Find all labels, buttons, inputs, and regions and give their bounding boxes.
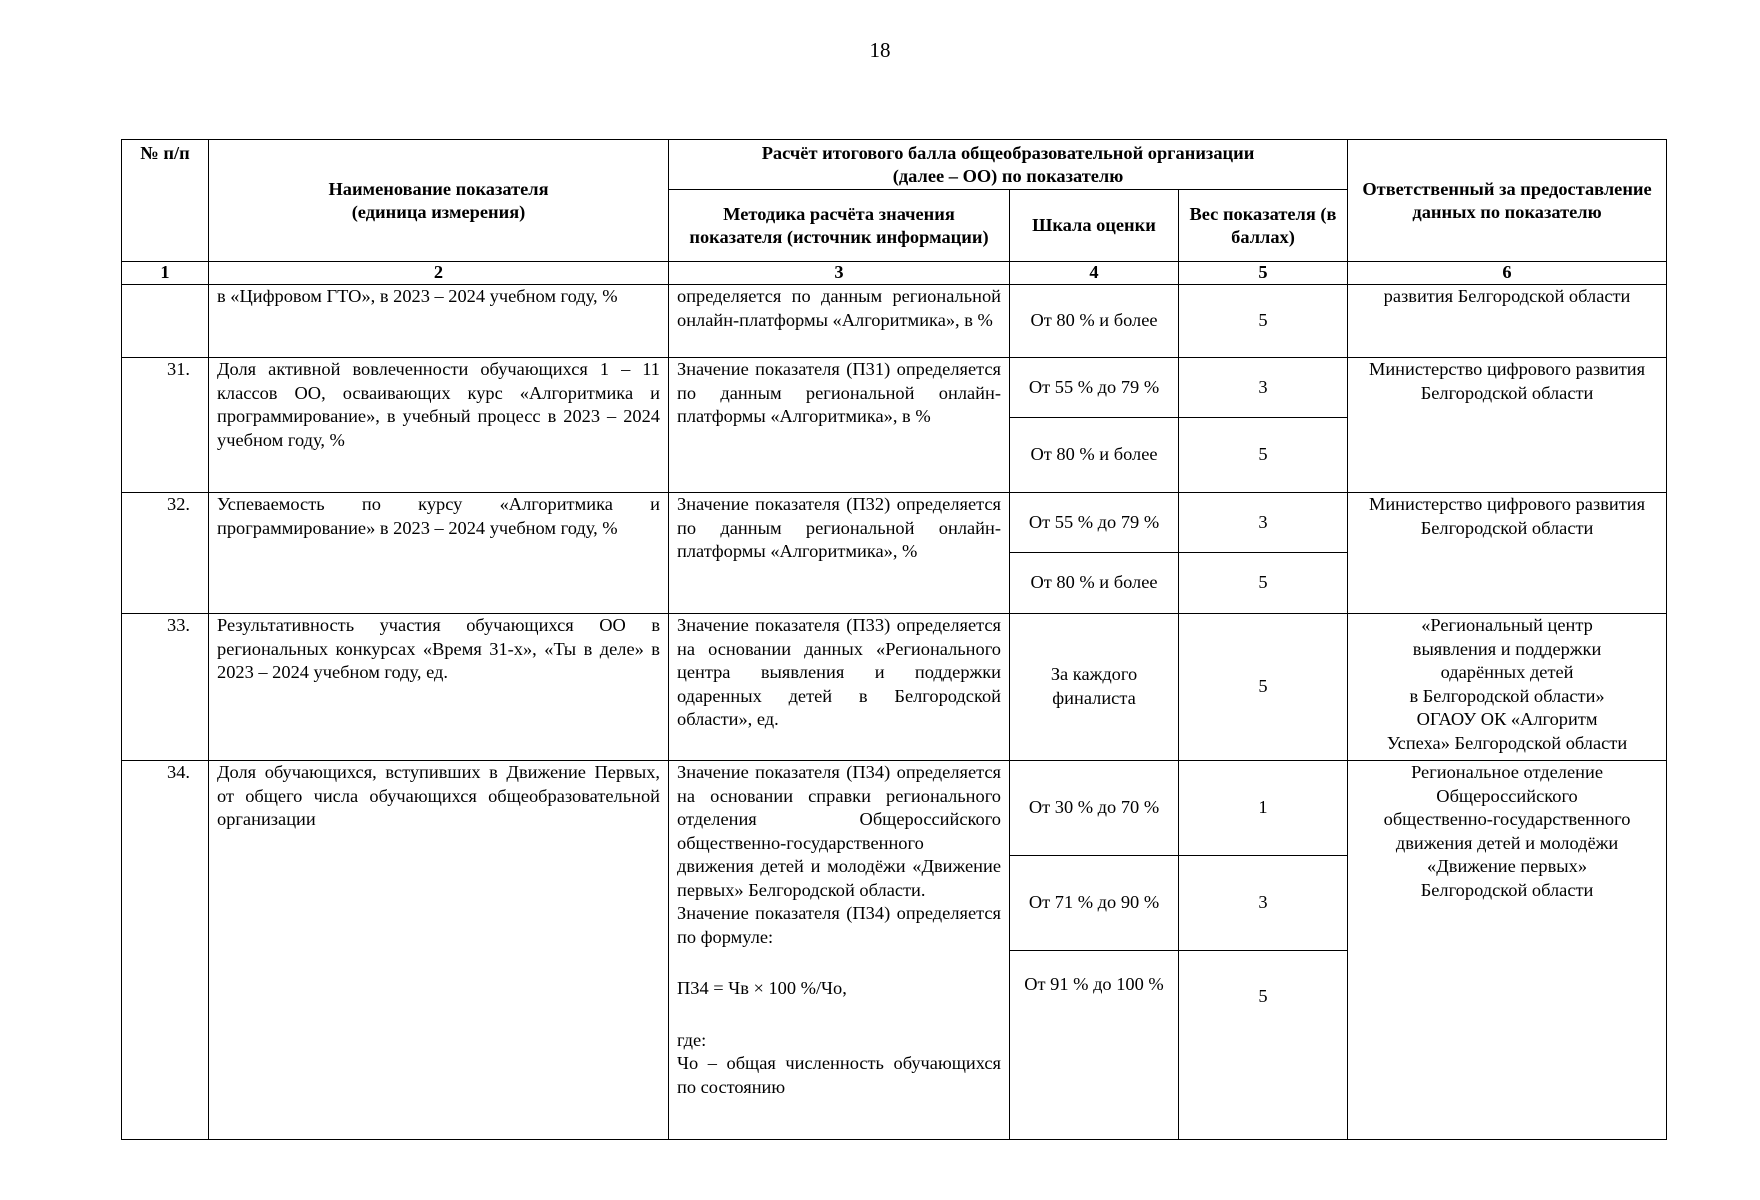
header-weight: Вес показателя (в баллах) (1179, 190, 1348, 262)
col-number: 5 (1179, 262, 1348, 285)
responsible-line: «Региональный центр (1421, 615, 1593, 635)
header-name (209, 140, 669, 262)
header-name-line1: Наименование показателя (328, 178, 549, 199)
header-num: № п/п (122, 140, 209, 262)
responsible-line: в Белгородской области» (1409, 685, 1605, 706)
calc-method: Значение показателя (П32) определяется по данным региональной онлайн-платформы «Алгоритмика», % (669, 493, 1010, 614)
scale-value: От 71 % до 90 % (1010, 856, 1179, 951)
col-number: 3 (669, 262, 1010, 285)
responsible-line: «Движение первых» (1427, 856, 1588, 877)
formula: П34 = Чв × 100 %/Чо, (677, 978, 847, 999)
responsible-line: Успеха» Белгородской области (1386, 732, 1628, 753)
weight-value: 5 (1179, 553, 1348, 614)
header-name-line2: (единица измерения) (351, 201, 526, 222)
responsible-line: Региональное отделение (1411, 762, 1603, 782)
table-row (122, 285, 1667, 358)
scale-value: От 55 % до 79 % (1010, 493, 1179, 553)
table-row (122, 614, 1667, 761)
responsible-line: Белгородской области (1420, 879, 1594, 900)
row-number: 34. (122, 761, 209, 1140)
table-row (122, 761, 1667, 856)
row-number: 33. (122, 614, 209, 761)
weight-value: 5 (1179, 418, 1348, 493)
row-number: 31. (122, 358, 209, 493)
method-definition: Чо – общая численность обучающихся по состоянию (677, 1053, 1001, 1098)
responsible: Министерство цифрового развития Белгородской области (1348, 358, 1667, 493)
method-where: где: (677, 1029, 707, 1050)
col-number: 2 (209, 262, 669, 285)
scale-value: От 80 % и более (1010, 553, 1179, 614)
header-calc-line1: Расчёт итогового балла общеобразовательной организации (761, 142, 1255, 163)
scale-value: От 30 % до 70 % (1010, 761, 1179, 856)
header-calc-group (669, 140, 1348, 190)
weight-value: 3 (1179, 358, 1348, 418)
responsible (1348, 614, 1667, 761)
row-number: 32. (122, 493, 209, 614)
method-part: Значение показателя (П34) определяется по формуле: (677, 903, 1001, 947)
responsible-line: ОГАОУ ОК «Алгоритм (1416, 709, 1598, 730)
calc-method (669, 761, 1010, 1140)
table-row (122, 493, 1667, 553)
scale-value: За каждого финалиста (1010, 614, 1179, 761)
weight-value: 5 (1179, 285, 1348, 358)
responsible (1348, 761, 1667, 1140)
scale-value: От 80 % и более (1010, 285, 1179, 358)
page-number: 18 (869, 38, 891, 62)
header-responsible: Ответственный за предоставление данных по показателю (1348, 140, 1667, 262)
indicator-name: Успеваемость по курсу «Алгоритмика и программирование» в 2023 – 2024 учебном году, % (209, 493, 669, 614)
indicator-name: в «Цифровом ГТО», в 2023 – 2024 учебном году, % (209, 285, 669, 358)
responsible: Министерство цифрового развития Белгородской области (1348, 493, 1667, 614)
indicator-name: Результативность участия обучающихся ОО в региональных конкурсах «Время 31-х», «Ты в деле» в 2023 – 2024 учебном году, ед. (209, 614, 669, 761)
scale-value: От 55 % до 79 % (1010, 358, 1179, 418)
weight-value: 5 (1179, 614, 1348, 761)
weight-value: 3 (1179, 856, 1348, 951)
weight-value: 3 (1179, 493, 1348, 553)
calc-method: Значение показателя (П31) определяется по данным региональной онлайн-платформы «Алгоритмика», в % (669, 358, 1010, 493)
indicator-name: Доля активной вовлеченности обучающихся 1 – 11 классов ОО, осваивающих курс «Алгоритмика и программирование», в учебный процесс в 2023 – 2024 учебном году, % (209, 358, 669, 493)
scale-value: От 80 % и более (1010, 418, 1179, 493)
responsible-line: Общероссийского (1436, 785, 1578, 806)
responsible-line: движения детей и молодёжи (1395, 832, 1619, 853)
col-number: 6 (1348, 262, 1667, 285)
row-number (122, 285, 209, 358)
col-number: 4 (1010, 262, 1179, 285)
responsible-line: общественно-государственного (1383, 809, 1631, 830)
weight-value: 5 (1179, 951, 1348, 1140)
responsible-line: выявления и поддержки (1412, 638, 1602, 659)
responsible: развития Белгородской области (1348, 285, 1667, 358)
table-row (122, 358, 1667, 418)
calc-method: Значение показателя (П33) определяется на основании данных «Регионального центра выявления и поддержки одаренных детей в Белгородской области», ед. (669, 614, 1010, 761)
indicators-table (121, 139, 1667, 1140)
responsible-line: одарённых детей (1440, 662, 1574, 683)
column-number-row (122, 262, 1667, 285)
header-scale: Шкала оценки (1010, 190, 1179, 262)
method-part: Значение показателя (П34) определяется на основании справки регионального отделения Общероссийского общественно-государственного движения детей и молодёжи «Движение первых» Белгородской области. (677, 762, 1001, 900)
header-calc-line2: (далее – ОО) по показателю (892, 165, 1124, 186)
header-row-1 (122, 140, 1667, 190)
scale-value: От 91 % до 100 % (1010, 951, 1179, 1140)
indicator-name: Доля обучающихся, вступивших в Движение Первых, от общего числа обучающихся общеобразовательной организации (209, 761, 669, 1140)
header-method: Методика расчёта значения показателя (источник информации) (669, 190, 1010, 262)
col-number: 1 (122, 262, 209, 285)
calc-method: определяется по данным региональной онлайн-платформы «Алгоритмика», в % (669, 285, 1010, 358)
weight-value: 1 (1179, 761, 1348, 856)
